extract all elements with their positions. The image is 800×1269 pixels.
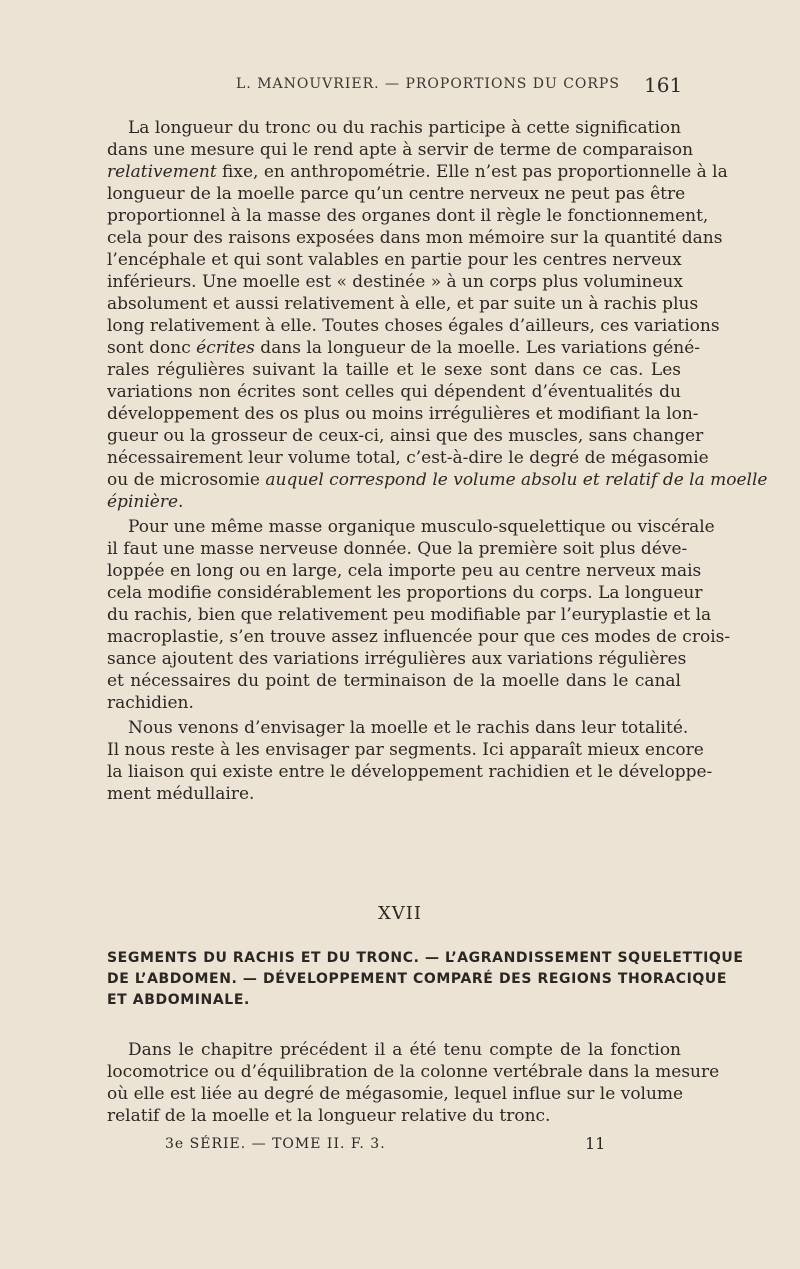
text-line: loppée en long ou en large, cela importe peu au centre nerveux mais [107, 561, 702, 581]
text-line: l’encéphale et qui sont valables en partie pour les centres nerveux [107, 250, 682, 270]
text-line: variations non écrites sont celles qui dépendent d’éventualités du [107, 382, 681, 402]
text-line: Dans le chapitre précédent il a été tenu compte de la fonction [128, 1040, 681, 1060]
text-line: locomotrice ou d’équilibration de la colonne vertébrale dans la mesure [107, 1062, 720, 1082]
text-line: Nous venons d’envisager la moelle et le rachis dans leur totalité. [128, 718, 689, 738]
section-heading-line: ET ABDOMINALE. [107, 992, 250, 1008]
emphasis: écrites [196, 338, 255, 358]
text-line: épinière. [107, 492, 184, 512]
text-line: développement des os plus ou moins irrégulières et modifiant la lon- [107, 404, 699, 424]
text-line: Il nous reste à les envisager par segments. Ici apparaît mieux encore [107, 740, 704, 760]
text-line: il faut une masse nerveuse donnée. Que la première soit plus déve- [107, 539, 688, 559]
text-line: rales régulières suivant la taille et le sexe sont dans ce cas. Les [107, 360, 681, 380]
text-line: longueur de la moelle parce qu’un centre nerveux ne peut pas être [107, 184, 686, 204]
emphasis: épinière [107, 492, 179, 512]
emphasis: relativement [107, 162, 217, 182]
section-number: XVII [377, 903, 423, 924]
text-line: et nécessaires du point de terminaison de la moelle dans le canal [107, 671, 681, 691]
section-heading-line: SEGMENTS DU RACHIS ET DU TRONC. — L’AGRANDISSEMENT SQUELETTIQUE [107, 950, 744, 966]
text-line: proportionnel à la masse des organes dont il règle le fonctionnement, [107, 206, 709, 226]
page-number: 161 [644, 73, 683, 97]
text-line: La longueur du tronc ou du rachis participe à cette signification [128, 118, 682, 138]
text-line: ou de microsomie auquel correspond le volume absolu et relatif de la moelle [107, 470, 768, 490]
text-line: relativement fixe, en anthropométrie. Elle n’est pas proportionnelle à la [107, 162, 728, 182]
text-line: relatif de la moelle et la longueur relative du tronc. [107, 1106, 551, 1126]
sheet-number: 11 [585, 1134, 606, 1153]
text-line: où elle est liée au degré de mégasomie, lequel influe sur le volume [107, 1084, 684, 1104]
text-line: nécessairement leur volume total, c’est-à-dire le degré de mégasomie [107, 448, 709, 468]
text-line: sance ajoutent des variations irrégulières aux variations régulières [107, 649, 687, 669]
text-line: la liaison qui existe entre le développement rachidien et le développe- [107, 762, 713, 782]
text-line: ment médullaire. [107, 784, 255, 804]
text-line: cela pour des raisons exposées dans mon mémoire sur la quantité dans [107, 228, 723, 248]
text-line: macroplastie, s’en trouve assez influencée pour que ces modes de crois- [107, 627, 731, 647]
text-line: sont donc écrites dans la longueur de la moelle. Les variations géné- [107, 338, 701, 358]
text-line: du rachis, bien que relativement peu modifiable par l’euryplastie et la [107, 605, 712, 625]
text-line: cela modifie considérablement les proportions du corps. La longueur [107, 583, 703, 603]
text-line: Pour une même masse organique musculo-squelettique ou viscérale [128, 517, 715, 537]
section-heading-line: DE L’ABDOMEN. — DÉVELOPPEMENT COMPARÉ DES REGIONS THORACIQUE [107, 971, 728, 987]
text-line: inférieurs. Une moelle est « destinée » à un corps plus volumineux [107, 272, 683, 292]
text-line: long relativement à elle. Toutes choses égales d’ailleurs, ces variations [107, 316, 720, 336]
emphasis: auquel correspond le volume absolu et relatif de la moelle [265, 470, 768, 490]
running-head: L. MANOUVRIER. — PROPORTIONS DU CORPS [236, 76, 620, 92]
text-line: dans une mesure qui le rend apte à servir de terme de comparaison [107, 140, 694, 160]
text-line: rachidien. [107, 693, 194, 713]
text-line: gueur ou la grosseur de ceux-ci, ainsi que des muscles, sans changer [107, 426, 704, 446]
signature-mark: 3e SÉRIE. — TOME II. F. 3. [165, 1136, 386, 1152]
text-line: absolument et aussi relativement à elle, et par suite un à rachis plus [107, 294, 699, 314]
